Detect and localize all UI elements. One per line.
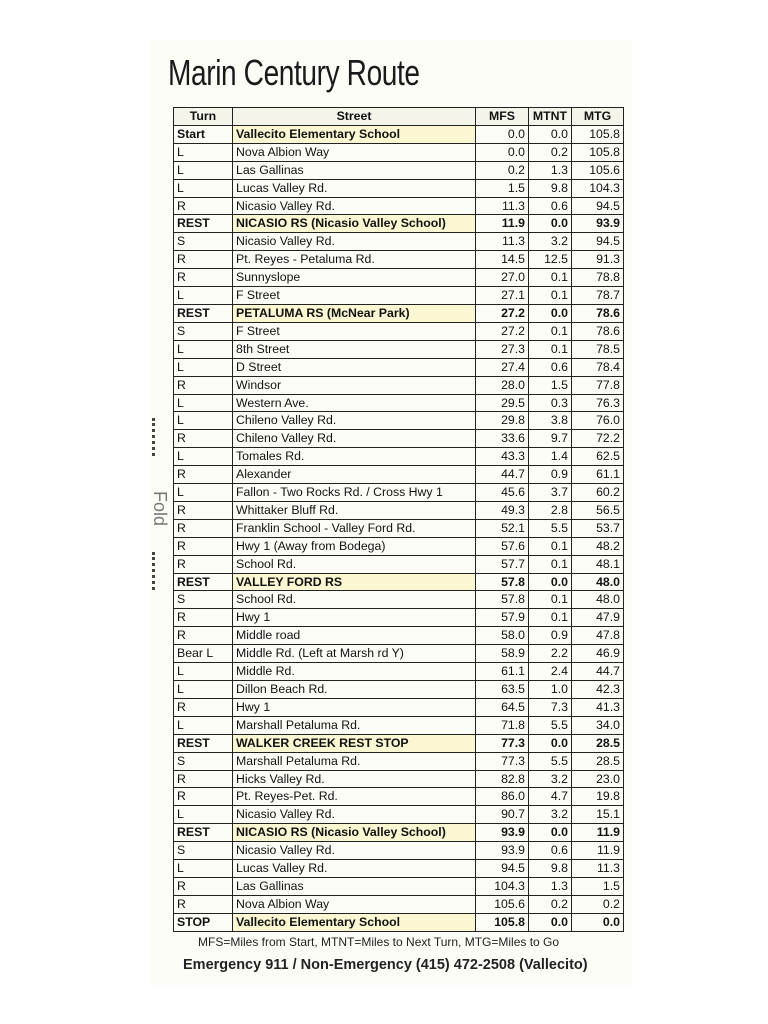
cell-mtnt: 0.1 [529,322,572,340]
cell-street: Western Ave. [233,394,476,412]
route-row [174,591,624,609]
cell-mfs: 82.8 [476,770,529,788]
cell-turn: Start [174,125,233,143]
cell-turn: R [174,770,233,788]
cell-street: Pt. Reyes-Pet. Rd. [233,788,476,806]
cell-turn: R [174,501,233,519]
cell-street: 8th Street [233,340,476,358]
cell-mfs: 64.5 [476,698,529,716]
cell-mfs: 49.3 [476,501,529,519]
cell-mtg: 56.5 [572,501,624,519]
cell-mtg: 11.3 [572,860,624,878]
route-row [174,609,624,627]
route-rows [174,125,624,931]
cell-turn: R [174,269,233,287]
fold-label: Fold [150,490,171,527]
cell-turn: L [174,161,233,179]
cell-mtnt: 9.8 [529,179,572,197]
route-row [174,304,624,322]
route-row [174,806,624,824]
cell-turn: REST [174,573,233,591]
cell-mtg: 61.1 [572,466,624,484]
cell-mtnt: 5.5 [529,752,572,770]
cell-mfs: 105.8 [476,913,529,931]
route-row [174,734,624,752]
cell-turn: R [174,537,233,555]
cell-street: WALKER CREEK REST STOP [233,734,476,752]
cell-mtnt: 9.7 [529,430,572,448]
route-row [174,287,624,305]
header-mtnt: MTNT [529,108,572,126]
cell-turn: L [174,287,233,305]
cell-street: PETALUMA RS (McNear Park) [233,304,476,322]
cell-mtnt: 3.8 [529,412,572,430]
cell-turn: S [174,233,233,251]
route-row [174,251,624,269]
cell-mtnt: 5.5 [529,519,572,537]
cell-street: Nicasio Valley Rd. [233,806,476,824]
cell-turn: R [174,430,233,448]
cell-mtg: 72.2 [572,430,624,448]
cell-mtg: 23.0 [572,770,624,788]
cell-street: Tomales Rd. [233,448,476,466]
cell-mfs: 57.8 [476,591,529,609]
cell-mfs: 71.8 [476,716,529,734]
header-mfs: MFS [476,108,529,126]
fold-mark-top [152,418,157,456]
route-row [174,716,624,734]
cell-mtg: 105.8 [572,143,624,161]
route-table [173,107,624,932]
cell-mfs: 105.6 [476,895,529,913]
route-row [174,233,624,251]
cell-street: Hwy 1 [233,609,476,627]
cell-mfs: 0.0 [476,143,529,161]
cell-mtnt: 1.4 [529,448,572,466]
cell-mtg: 48.2 [572,537,624,555]
cell-mfs: 93.9 [476,842,529,860]
cell-mfs: 28.0 [476,376,529,394]
cell-mfs: 63.5 [476,681,529,699]
cell-mtnt: 0.1 [529,269,572,287]
cell-mtg: 104.3 [572,179,624,197]
route-row [174,519,624,537]
cell-mtnt: 0.1 [529,555,572,573]
cell-mfs: 57.7 [476,555,529,573]
cell-mtnt: 2.4 [529,663,572,681]
cell-turn: L [174,143,233,161]
cell-street: Nova Albion Way [233,143,476,161]
cell-mtg: 76.3 [572,394,624,412]
cell-turn: STOP [174,913,233,931]
cell-mtg: 78.6 [572,322,624,340]
cell-turn: R [174,376,233,394]
cell-turn: L [174,681,233,699]
cell-street: Nicasio Valley Rd. [233,197,476,215]
cell-mfs: 1.5 [476,179,529,197]
cell-mfs: 33.6 [476,430,529,448]
cell-street: Middle Rd. (Left at Marsh rd Y) [233,645,476,663]
cell-mtg: 19.8 [572,788,624,806]
cell-mtnt: 1.3 [529,877,572,895]
cell-mtg: 105.8 [572,125,624,143]
route-row [174,752,624,770]
route-row [174,340,624,358]
cell-street: Nicasio Valley Rd. [233,233,476,251]
cell-turn: L [174,412,233,430]
cell-mfs: 43.3 [476,448,529,466]
cell-mfs: 57.9 [476,609,529,627]
cell-mfs: 27.2 [476,304,529,322]
cell-mfs: 61.1 [476,663,529,681]
cell-mtnt: 3.2 [529,806,572,824]
cell-mtnt: 0.6 [529,197,572,215]
cell-mtnt: 0.0 [529,125,572,143]
cell-turn: L [174,860,233,878]
cell-mtg: 46.9 [572,645,624,663]
cell-mtnt: 0.1 [529,591,572,609]
cell-mtnt: 0.6 [529,358,572,376]
cell-mtnt: 3.2 [529,770,572,788]
route-row [174,269,624,287]
cell-mtg: 28.5 [572,752,624,770]
cell-street: Fallon - Two Rocks Rd. / Cross Hwy 1 [233,484,476,502]
route-row [174,358,624,376]
cell-mfs: 77.3 [476,734,529,752]
cell-mtnt: 0.0 [529,304,572,322]
route-row [174,197,624,215]
cell-mtg: 105.6 [572,161,624,179]
route-row [174,555,624,573]
cell-mfs: 29.8 [476,412,529,430]
route-row [174,842,624,860]
cell-mtg: 91.3 [572,251,624,269]
route-row [174,770,624,788]
cell-mtg: 78.6 [572,304,624,322]
cell-mtg: 76.0 [572,412,624,430]
cell-street: Sunnyslope [233,269,476,287]
cell-mtnt: 0.9 [529,466,572,484]
route-row [174,143,624,161]
route-row [174,394,624,412]
cell-street: Las Gallinas [233,877,476,895]
cell-turn: REST [174,215,233,233]
cell-mtg: 48.0 [572,573,624,591]
route-row [174,698,624,716]
cell-street: Middle road [233,627,476,645]
cell-street: VALLEY FORD RS [233,573,476,591]
cell-turn: S [174,752,233,770]
route-row [174,484,624,502]
route-row [174,627,624,645]
cell-turn: S [174,322,233,340]
cell-mtg: 47.8 [572,627,624,645]
cell-street: Middle Rd. [233,663,476,681]
header-street: Street [233,108,476,126]
cell-turn: R [174,555,233,573]
cell-mtg: 78.4 [572,358,624,376]
cell-mtnt: 0.0 [529,824,572,842]
route-row [174,501,624,519]
cell-turn: L [174,806,233,824]
route-row [174,125,624,143]
cell-mtg: 15.1 [572,806,624,824]
cell-mfs: 93.9 [476,824,529,842]
cell-mtg: 34.0 [572,716,624,734]
cell-mtnt: 0.3 [529,394,572,412]
cell-turn: L [174,448,233,466]
cell-mtnt: 0.0 [529,573,572,591]
cell-street: Vallecito Elementary School [233,125,476,143]
cell-mtg: 41.3 [572,698,624,716]
route-row [174,430,624,448]
cell-mtnt: 0.0 [529,215,572,233]
cell-turn: L [174,716,233,734]
cell-mtg: 1.5 [572,877,624,895]
cell-mtg: 42.3 [572,681,624,699]
cell-mfs: 0.2 [476,161,529,179]
cell-turn: L [174,484,233,502]
cell-street: Vallecito Elementary School [233,913,476,931]
cell-mfs: 27.4 [476,358,529,376]
cell-mfs: 14.5 [476,251,529,269]
cell-street: Whittaker Bluff Rd. [233,501,476,519]
cell-street: Las Gallinas [233,161,476,179]
route-row [174,215,624,233]
cell-street: Lucas Valley Rd. [233,860,476,878]
cell-mtnt: 0.1 [529,340,572,358]
cell-mtnt: 5.5 [529,716,572,734]
cell-turn: Bear L [174,645,233,663]
cell-mtg: 60.2 [572,484,624,502]
cell-mfs: 90.7 [476,806,529,824]
cell-mfs: 86.0 [476,788,529,806]
cell-mfs: 104.3 [476,877,529,895]
cell-turn: R [174,466,233,484]
route-row [174,412,624,430]
cell-turn: R [174,519,233,537]
cell-turn: REST [174,824,233,842]
cell-mfs: 58.0 [476,627,529,645]
cell-turn: R [174,609,233,627]
cell-mfs: 0.0 [476,125,529,143]
cell-mtg: 78.8 [572,269,624,287]
cell-mfs: 57.8 [476,573,529,591]
cell-street: Franklin School - Valley Ford Rd. [233,519,476,537]
cell-mfs: 27.2 [476,322,529,340]
header-turn: Turn [174,108,233,126]
cell-street: F Street [233,287,476,305]
cell-mfs: 45.6 [476,484,529,502]
cell-street: D Street [233,358,476,376]
cell-street: Marshall Petaluma Rd. [233,716,476,734]
cell-mtg: 48.0 [572,591,624,609]
cell-street: Hwy 1 (Away from Bodega) [233,537,476,555]
route-row [174,788,624,806]
cell-mtnt: 3.7 [529,484,572,502]
cell-mfs: 11.9 [476,215,529,233]
cell-turn: L [174,358,233,376]
route-row [174,895,624,913]
cell-mtg: 53.7 [572,519,624,537]
cell-mtg: 11.9 [572,824,624,842]
cell-street: F Street [233,322,476,340]
cell-turn: L [174,394,233,412]
cell-street: School Rd. [233,555,476,573]
cell-mtnt: 3.2 [529,233,572,251]
cell-mtg: 78.5 [572,340,624,358]
cell-mfs: 58.9 [476,645,529,663]
route-row [174,860,624,878]
emergency-contact: Emergency 911 / Non-Emergency (415) 472-2508 (Vallecito) [183,957,588,973]
cell-mfs: 11.3 [476,197,529,215]
route-row [174,322,624,340]
cell-mtg: 28.5 [572,734,624,752]
cell-turn: S [174,842,233,860]
cell-street: Dillon Beach Rd. [233,681,476,699]
cell-street: Marshall Petaluma Rd. [233,752,476,770]
route-row [174,681,624,699]
cell-mtnt: 0.1 [529,537,572,555]
cell-mtnt: 1.5 [529,376,572,394]
cell-street: Windsor [233,376,476,394]
cell-street: Alexander [233,466,476,484]
cell-mtnt: 0.9 [529,627,572,645]
route-row [174,448,624,466]
cell-mfs: 77.3 [476,752,529,770]
cell-turn: R [174,627,233,645]
cell-mtg: 48.1 [572,555,624,573]
cell-turn: REST [174,734,233,752]
cell-mtnt: 0.6 [529,842,572,860]
cell-street: NICASIO RS (Nicasio Valley School) [233,215,476,233]
cell-mfs: 29.5 [476,394,529,412]
cell-mtnt: 2.2 [529,645,572,663]
cell-turn: R [174,698,233,716]
fold-mark-bottom [152,552,157,590]
header-mtg: MTG [572,108,624,126]
route-row [174,466,624,484]
cell-mfs: 57.6 [476,537,529,555]
cell-mtnt: 7.3 [529,698,572,716]
route-row [174,537,624,555]
cell-mtnt: 0.2 [529,143,572,161]
cell-mtnt: 0.2 [529,895,572,913]
cell-mfs: 27.1 [476,287,529,305]
cell-mtg: 11.9 [572,842,624,860]
cell-mtg: 94.5 [572,197,624,215]
cell-mtnt: 12.5 [529,251,572,269]
cell-street: NICASIO RS (Nicasio Valley School) [233,824,476,842]
cell-street: Hicks Valley Rd. [233,770,476,788]
cell-street: Chileno Valley Rd. [233,412,476,430]
legend-text: MFS=Miles from Start, MTNT=Miles to Next Turn, MTG=Miles to Go [198,935,560,949]
cell-mfs: 27.3 [476,340,529,358]
cell-mtg: 44.7 [572,663,624,681]
cell-mtnt: 0.1 [529,609,572,627]
cell-mtnt: 2.8 [529,501,572,519]
route-row [174,573,624,591]
cell-turn: R [174,197,233,215]
cell-street: Nova Albion Way [233,895,476,913]
cell-street: Lucas Valley Rd. [233,179,476,197]
cell-mtg: 47.9 [572,609,624,627]
cell-mtnt: 4.7 [529,788,572,806]
cell-mfs: 44.7 [476,466,529,484]
cell-mtg: 93.9 [572,215,624,233]
cell-mtg: 94.5 [572,233,624,251]
cell-turn: R [174,251,233,269]
route-row [174,824,624,842]
cell-mtnt: 1.0 [529,681,572,699]
cell-turn: L [174,340,233,358]
cell-turn: L [174,179,233,197]
cell-mtnt: 1.3 [529,161,572,179]
header-row [174,108,624,126]
cell-mtg: 0.2 [572,895,624,913]
cell-street: Nicasio Valley Rd. [233,842,476,860]
route-row [174,877,624,895]
cell-mtg: 77.8 [572,376,624,394]
cell-mtnt: 9.8 [529,860,572,878]
route-row [174,913,624,931]
cell-mtnt: 0.0 [529,913,572,931]
cell-turn: S [174,591,233,609]
cell-mtg: 0.0 [572,913,624,931]
page-title: Marin Century Route [168,52,420,93]
cell-turn: R [174,788,233,806]
route-row [174,645,624,663]
cell-street: Hwy 1 [233,698,476,716]
cell-street: Pt. Reyes - Petaluma Rd. [233,251,476,269]
cell-turn: R [174,877,233,895]
cell-turn: L [174,663,233,681]
cell-street: School Rd. [233,591,476,609]
route-row [174,179,624,197]
route-row [174,161,624,179]
route-row [174,376,624,394]
cell-mtg: 78.7 [572,287,624,305]
cell-mfs: 11.3 [476,233,529,251]
cell-turn: R [174,895,233,913]
cell-mfs: 52.1 [476,519,529,537]
cell-mfs: 27.0 [476,269,529,287]
cell-turn: REST [174,304,233,322]
cell-mfs: 94.5 [476,860,529,878]
route-row [174,663,624,681]
cell-mtnt: 0.1 [529,287,572,305]
cell-mtg: 62.5 [572,448,624,466]
cell-mtnt: 0.0 [529,734,572,752]
cell-street: Chileno Valley Rd. [233,430,476,448]
